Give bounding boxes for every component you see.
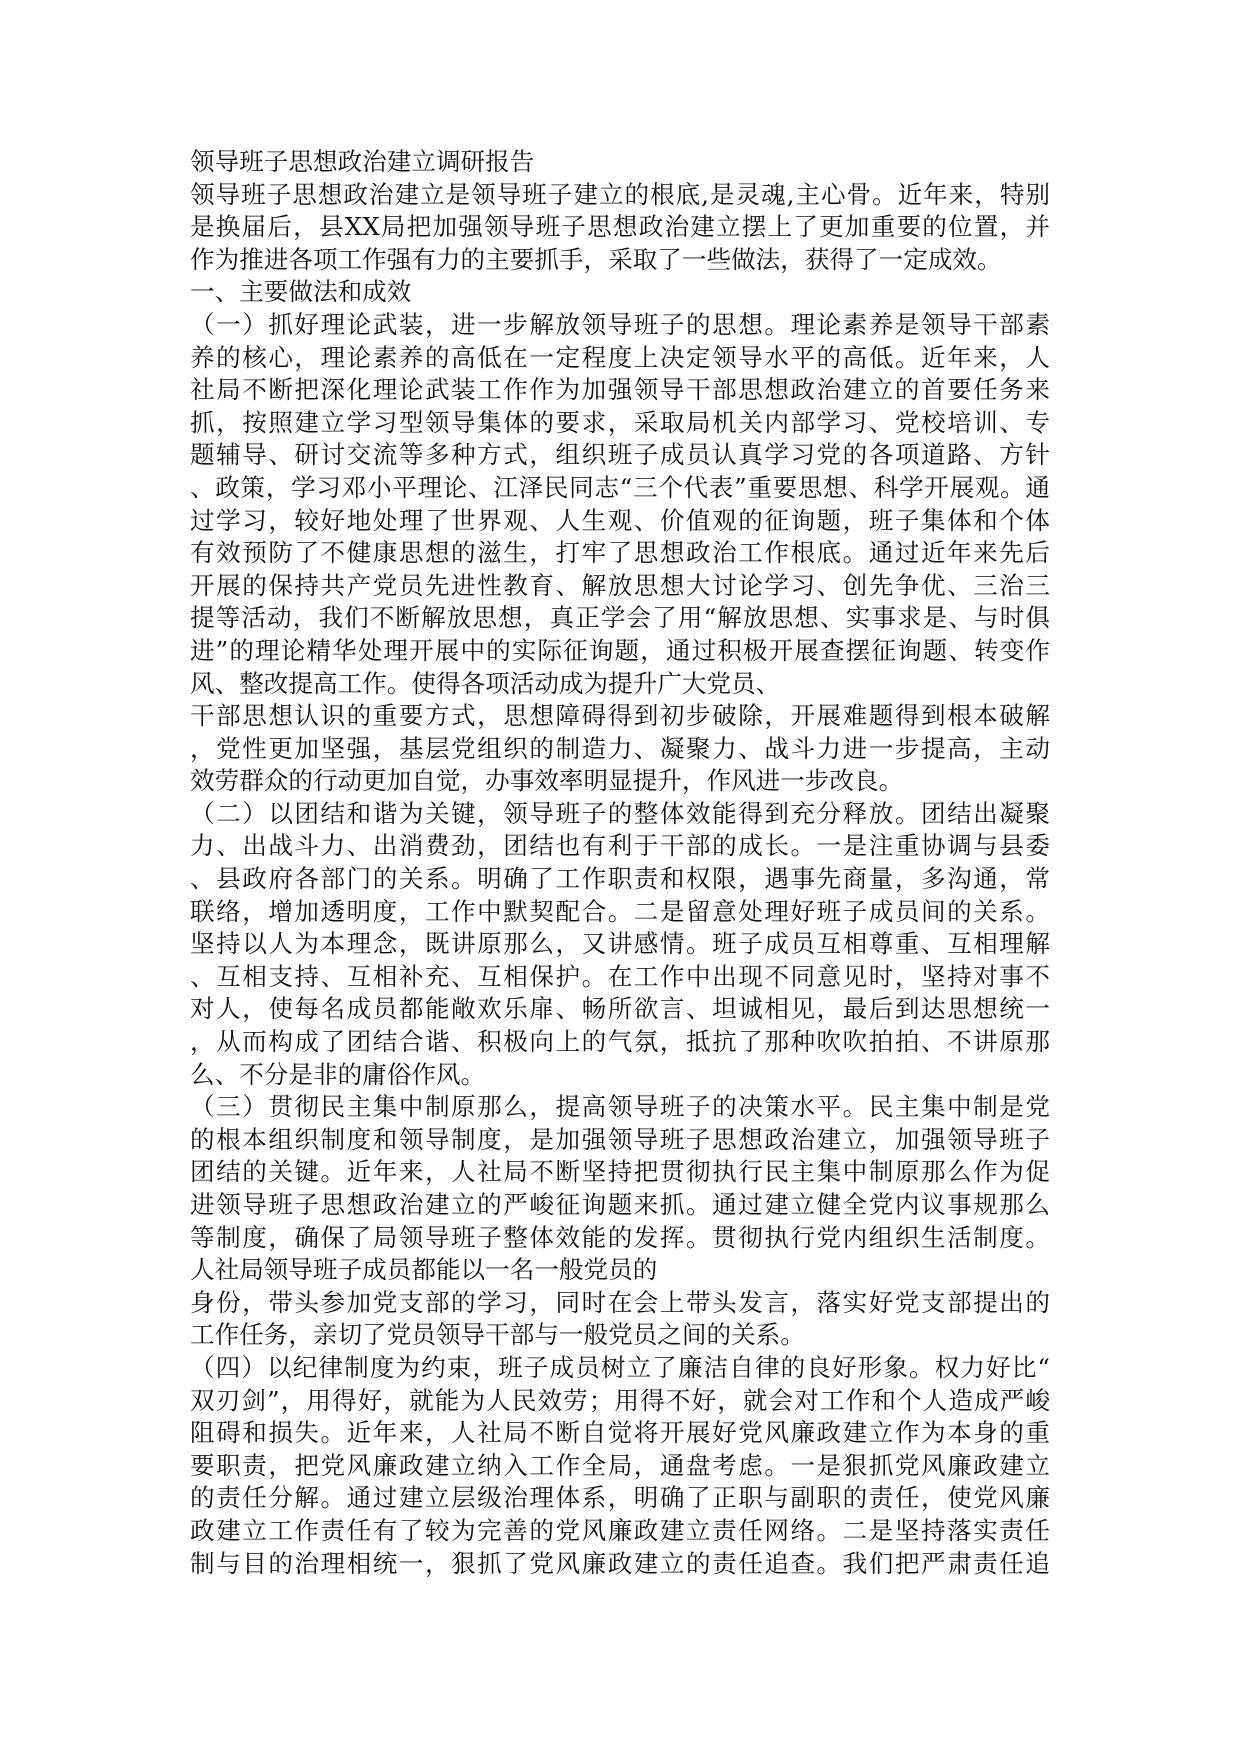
- text-line: 人社局领导班子成员都能以一名一般党员的: [190, 1255, 658, 1285]
- text-line: 干部思想认识的重要方式，思想障碍得到初步破除，开展难题得到根本破解: [190, 701, 1050, 731]
- text-line: 么、不分是非的庸俗作风。: [190, 1059, 486, 1089]
- text-line: 社局不断把深化理论武装工作作为加强领导干部思想政治建立的首要任务来: [190, 375, 1050, 405]
- text-line: 、县政府各部门的关系。明确了工作职责和权限，遇事先商量，多沟通，常: [190, 864, 1050, 894]
- text-line: 是换届后，县XX局把加强领导班子思想政治建立摆上了更加重要的位置，并: [190, 212, 1050, 242]
- text-line: 、互相支持、互相补充、互相保护。在工作中出现不同意见时，坚持对事不: [190, 961, 1050, 991]
- text-line: 养的核心，理论素养的高低在一定程度上决定领导水平的高低。近年来，人: [190, 342, 1050, 372]
- document-title: 领导班子思想政治建立调研报告: [190, 147, 535, 176]
- document-body: [190, 146, 1050, 1580]
- text-line: 对人，使每名成员都能敞欢乐扉、畅所欲言、坦诚相见，最后到达思想统一: [190, 994, 1050, 1024]
- text-line: 双刃剑”，用得好，就能为人民效劳；用得不好，就会对工作和个人造成严峻: [190, 1385, 1050, 1415]
- text-line: （二）以团结和谐为关键，领导班子的整体效能得到充分释放。团结出凝聚: [190, 798, 1050, 828]
- text-line: 风、整改提高工作。使得各项活动成为提升广大党员、: [190, 668, 781, 698]
- text-line: 工作任务，亲切了党员领导干部与一般党员之间的关系。: [190, 1320, 805, 1350]
- text-line: 身份，带头参加党支部的学习，同时在会上带头发言，落实好党支部提出的: [190, 1287, 1050, 1317]
- text-line: 的责任分解。通过建立层级治理体系，明确了正职与副职的责任，使党风廉: [190, 1483, 1050, 1513]
- text-line: 、政策，学习邓小平理论、江泽民同志“三个代表”重要思想、科学开展观。通: [190, 472, 1050, 502]
- text-line: 提等活动，我们不断解放思想，真正学会了用“解放思想、实事求是、与时俱: [190, 603, 1050, 633]
- text-line: 开展的保持共产党员先进性教育、解放思想大讨论学习、创先争优、三治三: [190, 570, 1050, 600]
- text-line: 联络，增加透明度，工作中默契配合。二是留意处理好班子成员间的关系。: [190, 896, 1050, 926]
- text-line: 效劳群众的行动更加自觉，办事效率明显提升，作风进一步改良。: [190, 766, 904, 796]
- text-line: 团结的关键。近年来，人社局不断坚持把贯彻执行民主集中制原那么作为促: [190, 1157, 1050, 1187]
- text-line: （一）抓好理论武装，进一步解放领导班子的思想。理论素养是领导干部素: [190, 309, 1050, 339]
- text-line: 政建立工作责任有了较为完善的党风廉政建立责任网络。二是坚持落实责任: [190, 1515, 1050, 1545]
- text-line: 进”的理论精华处理开展中的实际征询题，通过积极开展查摆征询题、转变作: [190, 635, 1050, 665]
- text-line: 进领导班子思想政治建立的严峻征询题来抓。通过建立健全党内议事规那么: [190, 1190, 1050, 1219]
- text-line: 要职责，把党风廉政建立纳入工作全局，通盘考虑。一是狠抓党风廉政建立: [190, 1450, 1050, 1480]
- text-line: ，从而构成了团结合谐、积极向上的气氛，抵抗了那种吹吹拍拍、不讲原那: [190, 1027, 1050, 1057]
- text-line: 领导班子思想政治建立是领导班子建立的根底,是灵魂,主心骨。近年来，特别: [190, 179, 1050, 209]
- text-line: 的根本组织制度和领导制度，是加强领导班子思想政治建立，加强领导班子: [190, 1124, 1050, 1154]
- section-heading: 一、主要做法和成效: [190, 277, 412, 307]
- text-line: （三）贯彻民主集中制原那么，提高领导班子的决策水平。民主集中制是党: [190, 1092, 1050, 1122]
- text-line: 坚持以人为本理念，既讲原那么，又讲感情。班子成员互相尊重、互相理解: [190, 929, 1050, 959]
- text-line: 过学习，较好地处理了世界观、人生观、价值观的征询题，班子集体和个体: [190, 505, 1050, 535]
- text-line: 有效预防了不健康思想的滋生，打牢了思想政治工作根底。通过近年来先后: [190, 538, 1050, 568]
- text-line: 阻碍和损失。近年来，人社局不断自觉将开展好党风廉政建立作为本身的重: [190, 1418, 1050, 1448]
- text-line: ，党性更加坚强，基层党组织的制造力、凝聚力、战斗力进一步提高，主动: [190, 733, 1050, 763]
- text-line: 抓，按照建立学习型领导集体的要求，采取局机关内部学习、党校培训、专: [190, 407, 1050, 437]
- text-line: 作为推进各项工作强有力的主要抓手，采取了一些做法，获得了一定成效。: [190, 244, 1002, 274]
- text-line: 等制度，确保了局领导班子整体效能的发挥。贯彻执行党内组织生活制度。: [190, 1222, 1050, 1252]
- text-line: 题辅导、研讨交流等多种方式，组织班子成员认真学习党的各项道路、方针: [190, 440, 1050, 470]
- text-line: 制与目的治理相统一，狠抓了党风廉政建立的责任追查。我们把严肃责任追: [190, 1548, 1050, 1578]
- text-line: 力、出战斗力、出消费劲，团结也有利于干部的成长。一是注重协调与县委: [190, 831, 1050, 861]
- text-line: （四）以纪律制度为约束，班子成员树立了廉洁自律的良好形象。权力好比“: [190, 1352, 1050, 1382]
